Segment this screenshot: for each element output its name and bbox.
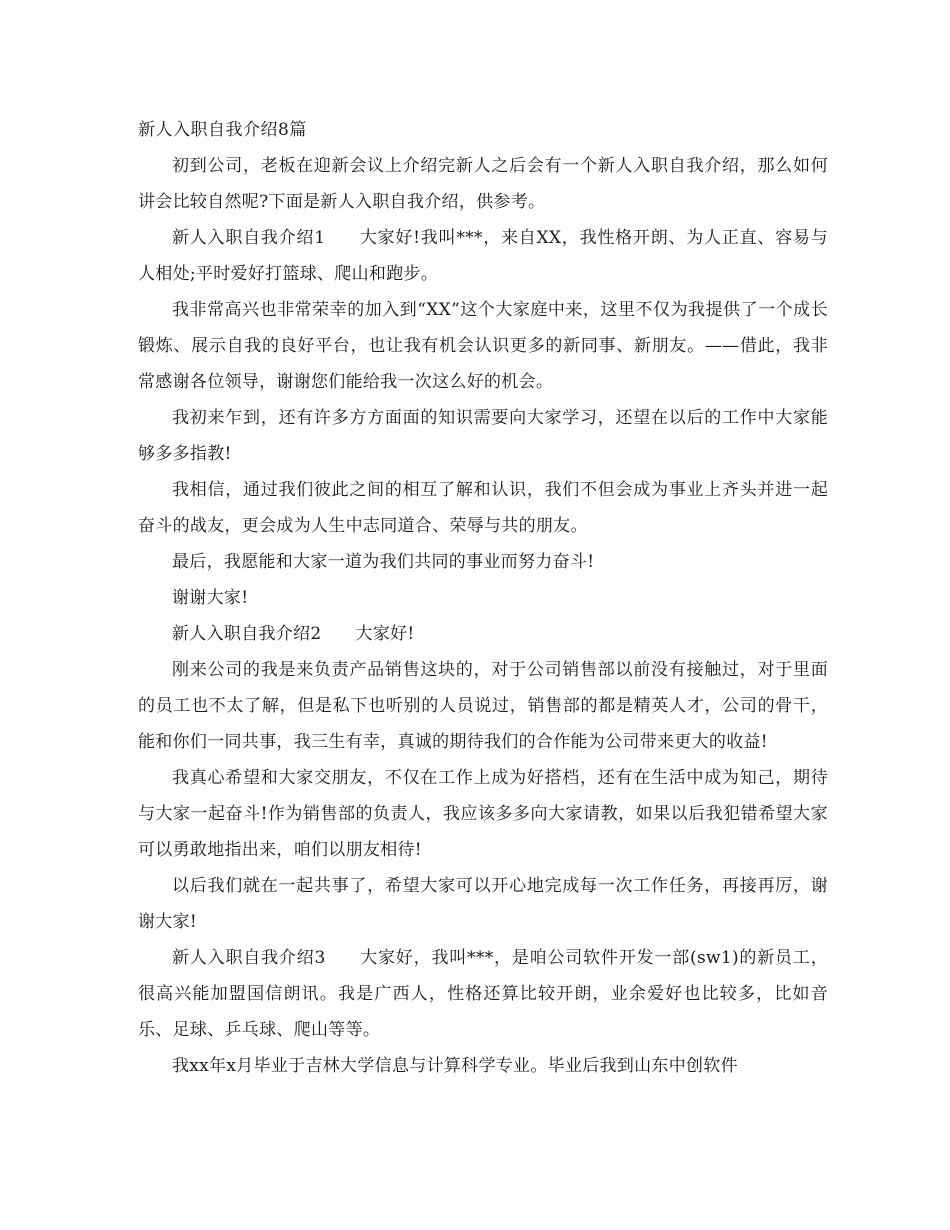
section-heading: 新人入职自我介绍3 [172, 948, 326, 968]
paragraph-text: 我xx年x月毕业于吉林大学信息与计算科学专业。毕业后我到山东中创软件 [172, 1056, 738, 1076]
paragraph [138, 472, 828, 544]
paragraph [138, 760, 828, 868]
paragraph-text: 以后我们就在一起共事了，希望大家可以开心地完成每一次工作任务，再接再厉，谢谢大家! [138, 876, 828, 932]
paragraph-text: 我相信，通过我们彼此之间的相互了解和认识，我们不但会成为事业上齐头并进一起奋斗的战友，更会成为人生中志同道合、荣辱与共的朋友。 [138, 480, 828, 536]
paragraph [138, 1048, 828, 1084]
paragraph-text: 我非常高兴也非常荣幸的加入到“XX”这个大家庭中来，这里不仅为我提供了一个成长锻炼、展示自我的良好平台，也让我有机会认识更多的新同事、新朋友。——借此，我非常感谢各位领导，谢谢您们能给我一次这么好的机会。 [138, 300, 828, 392]
section-heading: 新人入职自我介绍1 [172, 228, 326, 248]
paragraph [138, 940, 828, 1048]
paragraph-text: 我初来乍到，还有许多方方面面的知识需要向大家学习，还望在以后的工作中大家能够多多指教! [138, 408, 828, 464]
paragraph-text: 我真心希望和大家交朋友，不仅在工作上成为好搭档，还有在生活中成为知己，期待与大家一起奋斗!作为销售部的负责人，我应该多多向大家请教，如果以后我犯错希望大家可以勇敢地指出来，咱们以朋友相待! [138, 768, 828, 860]
paragraph [138, 220, 828, 292]
paragraph [138, 148, 828, 220]
paragraph [138, 868, 828, 940]
paragraph-text: 刚来公司的我是来负责产品销售这块的，对于公司销售部以前没有接触过，对于里面的员工也不太了解，但是私下也听别的人员说过，销售部的都是精英人才，公司的骨干，能和你们一同共事，我三生有幸，真诚的期待我们的合作能为公司带来更大的收益! [138, 660, 828, 752]
paragraph-text: 最后，我愿能和大家一道为我们共同的事业而努力奋斗! [172, 552, 595, 572]
paragraph-text: 大家好!我叫***，来自XX，我性格开朗、为人正直、容易与人相处;平时爱好打篮球、爬山和跑步。 [138, 228, 828, 284]
section-heading: 新人入职自我介绍2 [172, 624, 322, 644]
paragraph [138, 544, 828, 580]
paragraph [138, 616, 828, 652]
paragraph-text: 大家好! [355, 624, 415, 644]
paragraph [138, 400, 828, 472]
paragraph [138, 580, 828, 616]
document-title: 新人入职自我介绍8篇 [138, 120, 307, 140]
paragraph-text: 谢谢大家! [172, 588, 249, 608]
paragraph [138, 652, 828, 760]
document-body [138, 112, 828, 1084]
paragraph-text: 初到公司，老板在迎新会议上介绍完新人之后会有一个新人入职自我介绍，那么如何讲会比较自然呢?下面是新人入职自我介绍，供参考。 [138, 156, 828, 212]
paragraph-text: 大家好，我叫***，是咱公司软件开发一部(sw1)的新员工，很高兴能加盟国信朗讯。我是广西人，性格还算比较开朗，业余爱好也比较多，比如音乐、足球、乒乓球、爬山等等。 [138, 948, 828, 1040]
paragraph [138, 292, 828, 400]
paragraph-list [138, 148, 828, 1084]
